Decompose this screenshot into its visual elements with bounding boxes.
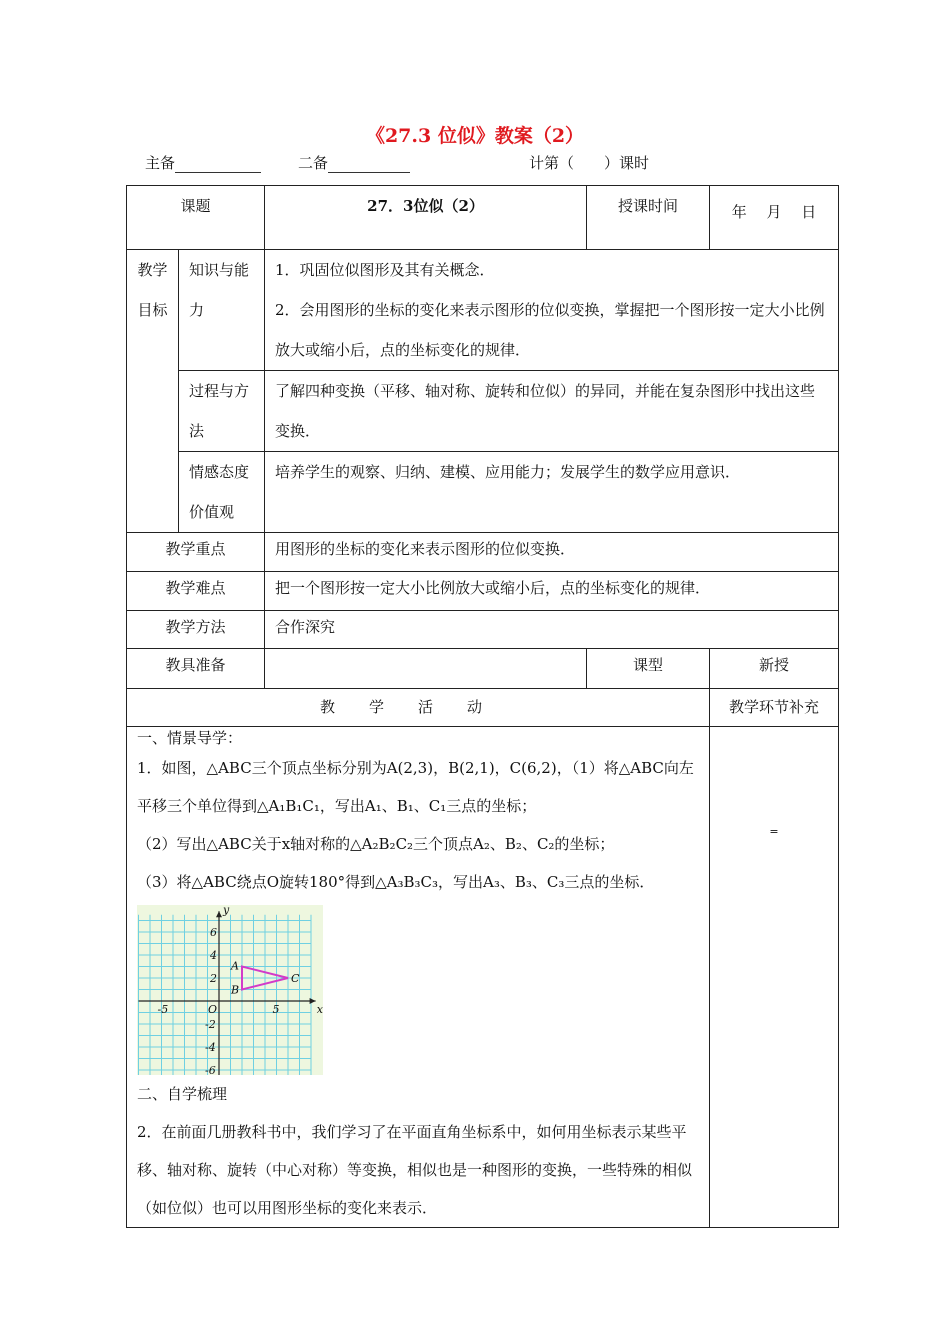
key-label: 教学重点: [127, 533, 265, 572]
knowledge-item-2: 2．会用图形的坐标的变化来表示图形的位似变换，掌握把一个图形按一定大小比例放大或缩小后，点的坐标变化的规律．: [275, 301, 825, 359]
process-text: 了解四种变换（平移、轴对称、旋转和位似）的异同，并能在复杂图形中找出这些变换．: [265, 371, 839, 452]
type-value: 新授: [710, 649, 839, 689]
vertex-label-b: B: [231, 983, 240, 997]
emotion-text: 培养学生的观察、归纳、建模、应用能力；发展学生的数学应用意识．: [265, 452, 839, 533]
y-tick-label: 6: [210, 926, 217, 939]
time-label: 授课时间: [587, 186, 710, 250]
x-axis-label: x: [316, 1003, 323, 1016]
section-1-heading: 一、情景导学：: [137, 729, 243, 747]
goals-label: 教学目标: [127, 250, 179, 533]
main-prep: [145, 152, 261, 173]
x-tick-label: -5: [157, 1003, 169, 1016]
tools-row: [127, 649, 839, 689]
difficulty-text: 把一个图形按一定大小比例放大或缩小后，点的坐标变化的规律．: [265, 572, 839, 611]
tools-label: 教具准备: [127, 649, 265, 689]
main-prep-label: 主备: [145, 154, 176, 172]
emotion-row: [127, 452, 839, 533]
page-title: 《27.3 位似》教案（2）: [365, 125, 585, 147]
second-prep-label: 二备: [298, 154, 329, 172]
question-1-part-3: （3）将△ABC绕点O旋转180°得到△A₃B₃C₃，写出A₃、B₃、C₃三点的坐标．: [137, 873, 655, 891]
method-row: [127, 611, 839, 649]
vertex-label-a: A: [231, 959, 239, 973]
y-tick-label: 4: [210, 949, 217, 962]
activity-content: [127, 727, 710, 1228]
key-text: 用图形的坐标的变化来表示图形的位似变换．: [265, 533, 839, 572]
topic-value: 27．3位似（2）: [265, 186, 587, 250]
x-tick-label: 5: [272, 1003, 280, 1016]
y-tick-label: -6: [205, 1064, 216, 1075]
origin-label: O: [208, 1003, 218, 1016]
activity-label: 教学活动: [127, 689, 710, 727]
supplement-mark: =: [769, 825, 779, 838]
question-2-text: 2．在前面几册教科书中，我们学习了在平面直角坐标系中，如何用坐标表示某些平移、轴对称、旋转（中心对称）等变换，相似也是一种图形的变换，一些特殊的相似（如位似）也可以用图形坐标的变化来表示．: [137, 1123, 693, 1217]
knowledge-label: 知识与能力: [179, 250, 265, 371]
second-prep: [298, 152, 410, 173]
method-text: 合作深究: [265, 611, 839, 649]
section-2-heading: 二、自学梳理: [137, 1085, 228, 1103]
process-label: 过程与方法: [179, 371, 265, 452]
knowledge-row: [127, 250, 839, 371]
topic-row: [127, 186, 839, 250]
y-axis-label: y: [223, 905, 230, 917]
lesson-plan-table: [126, 185, 839, 1228]
tools-value: [265, 649, 587, 689]
type-label: 课型: [587, 649, 710, 689]
y-tick-label: -4: [205, 1041, 216, 1054]
y-tick-label: -2: [205, 1018, 216, 1031]
y-tick-label: 2: [210, 972, 217, 985]
period-count: 计第（ ）课时: [529, 154, 650, 172]
activity-header-row: [127, 689, 839, 727]
second-prep-blank: [328, 158, 410, 173]
key-row: [127, 533, 839, 572]
supplement-label: 教学环节补充: [710, 689, 839, 727]
activity-row: [127, 727, 839, 1228]
difficulty-row: [127, 572, 839, 611]
emotion-label: 情感态度价值观: [179, 452, 265, 533]
method-label: 教学方法: [127, 611, 265, 649]
vertex-label-c: C: [291, 972, 300, 985]
coordinate-figure: [137, 905, 323, 1075]
question-1-part-2: （2）写出△ABC关于x轴对称的△A₂B₂C₂三个顶点A₂、B₂、C₂的坐标；: [137, 835, 615, 853]
process-row: [127, 371, 839, 452]
supplement-cell: [710, 727, 839, 1228]
question-1-intro: 1．如图，△ABC三个顶点坐标分别为A(2,3)，B(2,1)，C(6,2)，（1）将△ABC向左平移三个单位得到△A₁B₁C₁，写出A₁、B₁、C₁三点的坐标；: [137, 759, 694, 815]
knowledge-cell: [265, 250, 839, 371]
main-prep-blank: [175, 158, 261, 173]
date-value: 年 月 日: [710, 186, 839, 250]
difficulty-label: 教学难点: [127, 572, 265, 611]
topic-label: 课题: [127, 186, 265, 250]
knowledge-item-1: 1．巩固位似图形及其有关概念．: [275, 261, 495, 279]
